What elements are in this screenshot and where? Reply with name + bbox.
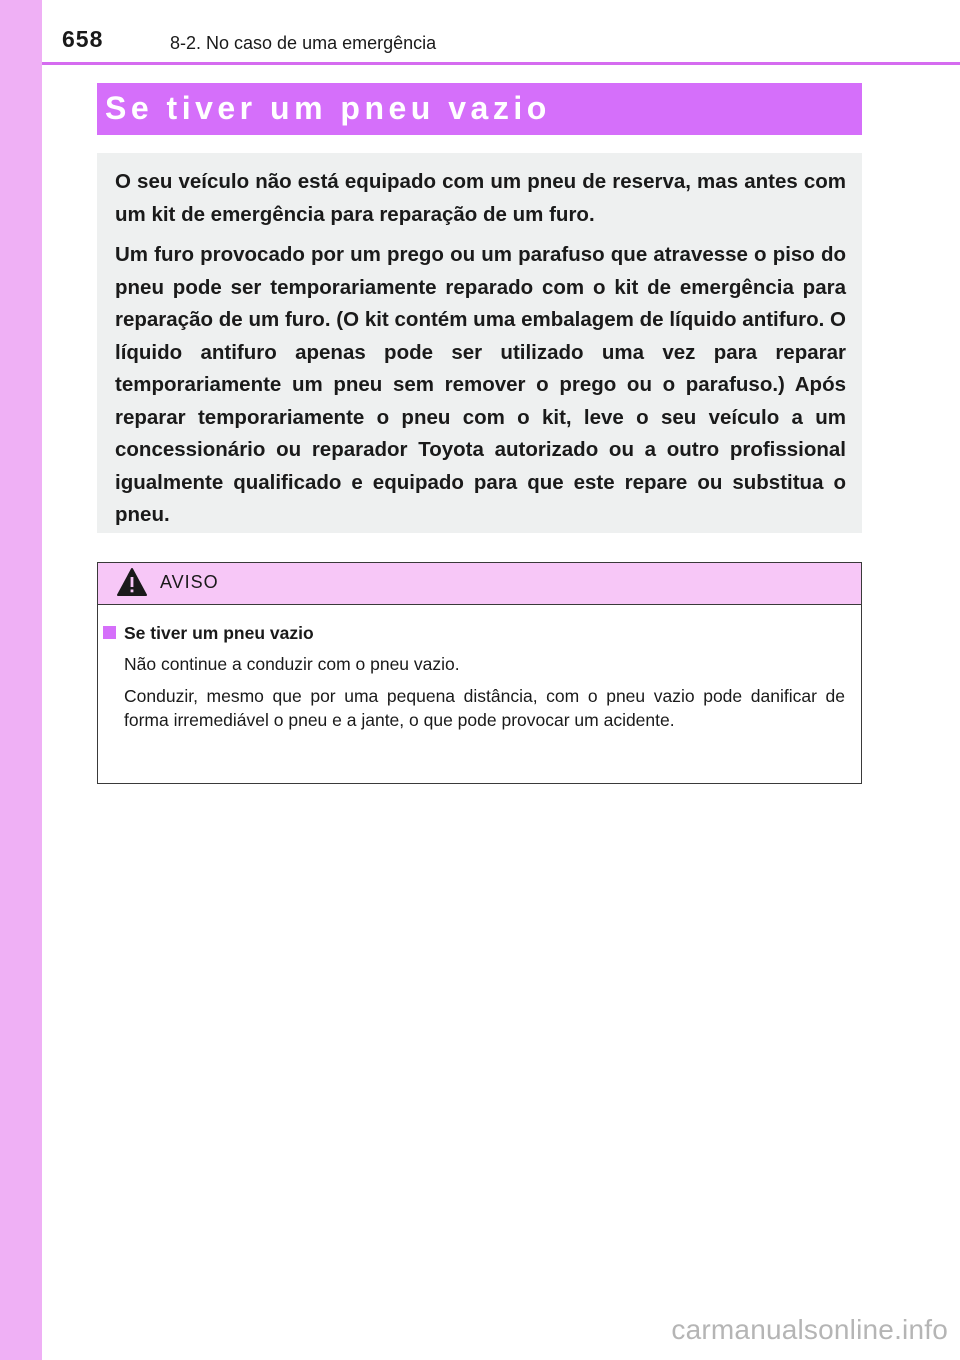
warning-body (98, 605, 861, 732)
chapter-title: 8-2. No caso de uma emergência (170, 33, 437, 53)
warning-header (98, 563, 861, 605)
warning-text-2: Conduzir, mesmo que por uma pequena distância, com o pneu vazio pode danificar de forma irremediável o pneu e a jante, o que pode provocar um acidente. (124, 686, 845, 730)
intro-box (97, 153, 862, 533)
section-banner (97, 83, 862, 135)
section-title: Se tiver um pneu vazio (105, 90, 551, 126)
side-band (0, 0, 42, 1360)
watermark: carmanualsonline.info (671, 1314, 948, 1345)
warning-label: AVISO (160, 572, 219, 592)
warning-box (97, 562, 862, 784)
warning-triangle-icon (116, 567, 148, 597)
square-bullet-icon (103, 626, 116, 639)
intro-paragraph-1: O seu veículo não está equipado com um pneu de reserva, mas antes com um kit de emergência para reparação de um furo. (115, 170, 846, 226)
warning-text-1: Não continue a conduzir com o pneu vazio. (124, 654, 460, 674)
warning-subheading-text: Se tiver um pneu vazio (124, 623, 314, 643)
intro-paragraph-2: Um furo provocado por um prego ou um parafuso que atravesse o piso do pneu pode ser temporariamente reparado com o kit de emergência para reparação de um furo. (O kit contém uma embalagem de líquido antifuro. O líquido antifuro apenas pode ser utilizado uma vez para reparar temporariamente um pneu sem remover o prego ou o parafuso.) Após reparar temporariamente o pneu com o kit, leve o seu veículo a um concessionário ou reparador Toyota autorizado ou a outro profissional igualmente qualificado e equipado para que este repare ou substitua o pneu. (115, 243, 846, 526)
header-rule (42, 62, 960, 65)
warning-subheading (98, 623, 845, 644)
page-number: 658 (62, 26, 104, 52)
